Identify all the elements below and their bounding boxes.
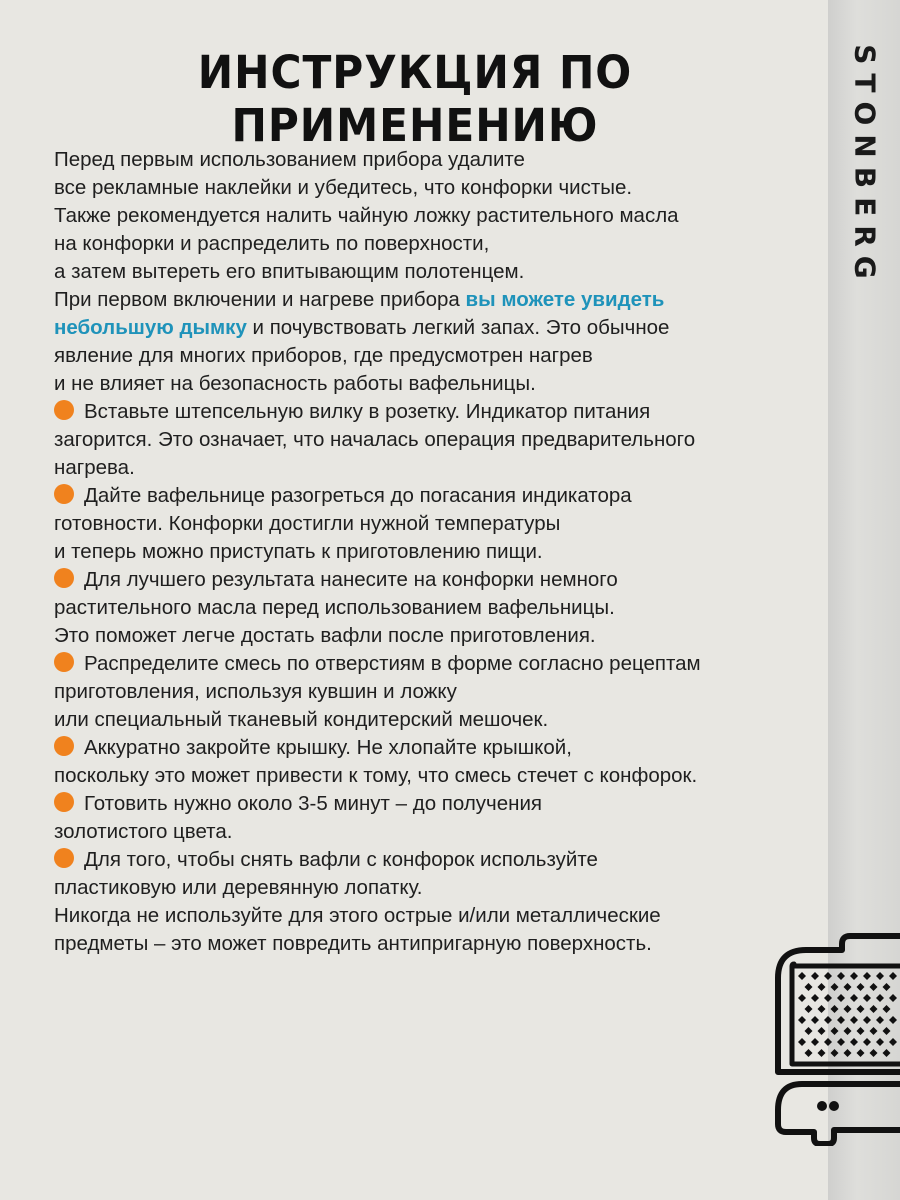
steps-list bbox=[54, 398, 814, 958]
intro-line: на конфорки и распределить по поверхности, bbox=[54, 232, 490, 255]
step-line bbox=[54, 706, 814, 734]
intro-line: Перед первым использованием прибора удалите bbox=[54, 148, 525, 171]
step-text: Вставьте штепсельную вилку в розетку. Индикатор питания bbox=[84, 400, 651, 423]
step-line bbox=[54, 566, 814, 594]
waffle-cell bbox=[857, 983, 865, 991]
waffle-cell bbox=[857, 1005, 865, 1013]
step-text: золотистого цвета. bbox=[54, 820, 233, 843]
waffle-cell bbox=[889, 1016, 897, 1024]
instruction-step bbox=[54, 482, 814, 566]
waffle-cell bbox=[876, 1038, 884, 1046]
step-text: пластиковую или деревянную лопатку. bbox=[54, 876, 423, 899]
waffle-cell bbox=[870, 1049, 878, 1057]
waffle-cell bbox=[857, 1049, 865, 1057]
waffle-cell bbox=[870, 1005, 878, 1013]
waffle-cell bbox=[883, 983, 891, 991]
step-text: и теперь можно приступать к приготовлению пищи. bbox=[54, 540, 543, 563]
brand-logo bbox=[840, 36, 890, 296]
intro-paragraph-1-end: а затем вытереть его впитывающим полотенцем. bbox=[54, 260, 525, 283]
waffle-cell bbox=[824, 994, 832, 1002]
waffle-cell bbox=[837, 972, 845, 980]
waffle-cell bbox=[831, 1005, 839, 1013]
orange-dot-icon bbox=[54, 652, 74, 672]
instruction-step bbox=[54, 734, 814, 790]
waffle-cell bbox=[831, 983, 839, 991]
step-line bbox=[54, 874, 814, 902]
step-line bbox=[54, 510, 814, 538]
step-line bbox=[54, 482, 814, 510]
waffle-cell bbox=[837, 1016, 845, 1024]
waffle-cell bbox=[876, 994, 884, 1002]
waffle-cell bbox=[798, 1038, 806, 1046]
waffle-cell bbox=[824, 1016, 832, 1024]
step-line bbox=[54, 790, 814, 818]
waffle-cell bbox=[876, 972, 884, 980]
step-text: загорится. Это означает, что началась операция предварительного bbox=[54, 428, 696, 451]
waffle-cell bbox=[844, 983, 852, 991]
waffle-cell bbox=[798, 972, 806, 980]
step-line bbox=[54, 762, 814, 790]
intro2-line-1 bbox=[54, 286, 814, 314]
intro-paragraph-1 bbox=[54, 146, 814, 258]
orange-dot-icon bbox=[54, 736, 74, 756]
step-text: или специальный тканевый кондитерский мешочек. bbox=[54, 708, 549, 731]
orange-dot-icon bbox=[54, 484, 74, 504]
waffle-cell bbox=[870, 983, 878, 991]
waffle-cell bbox=[883, 1049, 891, 1057]
step-text: Готовить нужно около 3-5 минут – до получения bbox=[84, 792, 543, 815]
waffle-cell bbox=[824, 972, 832, 980]
step-line bbox=[54, 902, 814, 930]
intro-line: Также рекомендуется налить чайную ложку растительного масла bbox=[54, 204, 679, 227]
waffle-cell bbox=[844, 1049, 852, 1057]
step-text: Распределите смесь по отверстиям в форме согласно рецептам bbox=[84, 652, 701, 675]
waffle-cell bbox=[798, 994, 806, 1002]
waffle-cell bbox=[883, 1027, 891, 1035]
intro2-text: и почувствовать легкий запах. Это обычное bbox=[246, 316, 670, 339]
waffle-cell bbox=[811, 994, 819, 1002]
waffle-cell bbox=[837, 994, 845, 1002]
step-line bbox=[54, 622, 814, 650]
intro-line: все рекламные наклейки и убедитесь, что конфорки чистые. bbox=[54, 176, 633, 199]
intro-paragraph-2 bbox=[54, 286, 814, 398]
waffle-cell bbox=[818, 983, 826, 991]
waffle-cell bbox=[798, 1016, 806, 1024]
waffle-cell bbox=[811, 1038, 819, 1046]
waffle-cell bbox=[863, 972, 871, 980]
waffle-cell bbox=[863, 1038, 871, 1046]
waffle-cell bbox=[857, 1027, 865, 1035]
waffle-cell bbox=[805, 1027, 813, 1035]
waffle-cell bbox=[837, 1038, 845, 1046]
intro2-text: При первом включении и нагреве прибора bbox=[54, 288, 466, 311]
instruction-step bbox=[54, 398, 814, 482]
waffle-cell bbox=[850, 972, 858, 980]
highlight-text: небольшую дымку bbox=[54, 316, 247, 339]
step-text: Это поможет легче достать вафли после приготовления. bbox=[54, 624, 596, 647]
waffle-cell bbox=[805, 1049, 813, 1057]
instructions-body bbox=[54, 146, 814, 958]
step-text: поскольку это может привести к тому, что смесь стечет с конфорок. bbox=[54, 764, 698, 787]
waffle-cell bbox=[831, 1027, 839, 1035]
waffle-cell bbox=[844, 1027, 852, 1035]
instruction-step bbox=[54, 846, 814, 958]
waffle-cell bbox=[844, 1005, 852, 1013]
waffle-cell bbox=[811, 1016, 819, 1024]
step-text: предметы – это может повредить антипригарную поверхность. bbox=[54, 932, 652, 955]
step-text: приготовления, используя кувшин и ложку bbox=[54, 680, 457, 703]
waffle-cell bbox=[805, 983, 813, 991]
waffle-cell bbox=[863, 1016, 871, 1024]
instruction-step bbox=[54, 650, 814, 734]
orange-dot-icon bbox=[54, 848, 74, 868]
step-text: Для того, чтобы снять вафли с конфорок используйте bbox=[84, 848, 598, 871]
waffle-cell bbox=[824, 1038, 832, 1046]
orange-dot-icon bbox=[54, 568, 74, 588]
step-line bbox=[54, 650, 814, 678]
orange-dot-icon bbox=[54, 400, 74, 420]
step-line bbox=[54, 930, 814, 958]
step-line bbox=[54, 538, 814, 566]
instruction-step bbox=[54, 566, 814, 650]
waffle-cell bbox=[876, 1016, 884, 1024]
waffle-cell bbox=[850, 994, 858, 1002]
step-line bbox=[54, 454, 814, 482]
waffle-cell bbox=[818, 1049, 826, 1057]
step-line bbox=[54, 678, 814, 706]
step-line bbox=[54, 594, 814, 622]
step-text: Дайте вафельнице разогреться до погасания индикатора bbox=[84, 484, 632, 507]
page-title: ИНСТРУКЦИЯ ПО ПРИМЕНЕНИЮ bbox=[197, 46, 633, 152]
waffle-cell bbox=[889, 972, 897, 980]
step-line bbox=[54, 734, 814, 762]
waffle-cell bbox=[889, 1038, 897, 1046]
step-line bbox=[54, 426, 814, 454]
step-text: нагрева. bbox=[54, 456, 135, 479]
intro-line: и не влияет на безопасность работы вафельницы. bbox=[54, 372, 536, 395]
step-text: готовности. Конфорки достигли нужной температуры bbox=[54, 512, 561, 535]
orange-dot-icon bbox=[54, 792, 74, 812]
waffle-cell bbox=[850, 1016, 858, 1024]
waffle-cell bbox=[811, 972, 819, 980]
brand-name: STONBERG bbox=[848, 44, 882, 288]
waffle-cell bbox=[818, 1005, 826, 1013]
step-line bbox=[54, 818, 814, 846]
waffle-cell bbox=[863, 994, 871, 1002]
waffle-cell bbox=[850, 1038, 858, 1046]
intro2-line-2 bbox=[54, 314, 814, 342]
waffle-cell bbox=[883, 1005, 891, 1013]
waffle-cell bbox=[818, 1027, 826, 1035]
waffle-cell bbox=[870, 1027, 878, 1035]
step-text: Никогда не используйте для этого острые и/или металлические bbox=[54, 904, 661, 927]
waffle-cell bbox=[805, 1005, 813, 1013]
highlight-text: вы можете увидеть bbox=[465, 288, 665, 311]
step-text: растительного масла перед использованием вафельницы. bbox=[54, 596, 615, 619]
step-line bbox=[54, 846, 814, 874]
waffle-cell bbox=[831, 1049, 839, 1057]
intro-line: явление для многих приборов, где предусмотрен нагрев bbox=[54, 344, 593, 367]
waffle-maker-icon bbox=[770, 920, 900, 1146]
waffle-cell bbox=[889, 994, 897, 1002]
step-text: Для лучшего результата нанесите на конфорки немного bbox=[84, 568, 618, 591]
step-line bbox=[54, 398, 814, 426]
step-text: Аккуратно закройте крышку. Не хлопайте крышкой, bbox=[84, 736, 572, 759]
instruction-step bbox=[54, 790, 814, 846]
